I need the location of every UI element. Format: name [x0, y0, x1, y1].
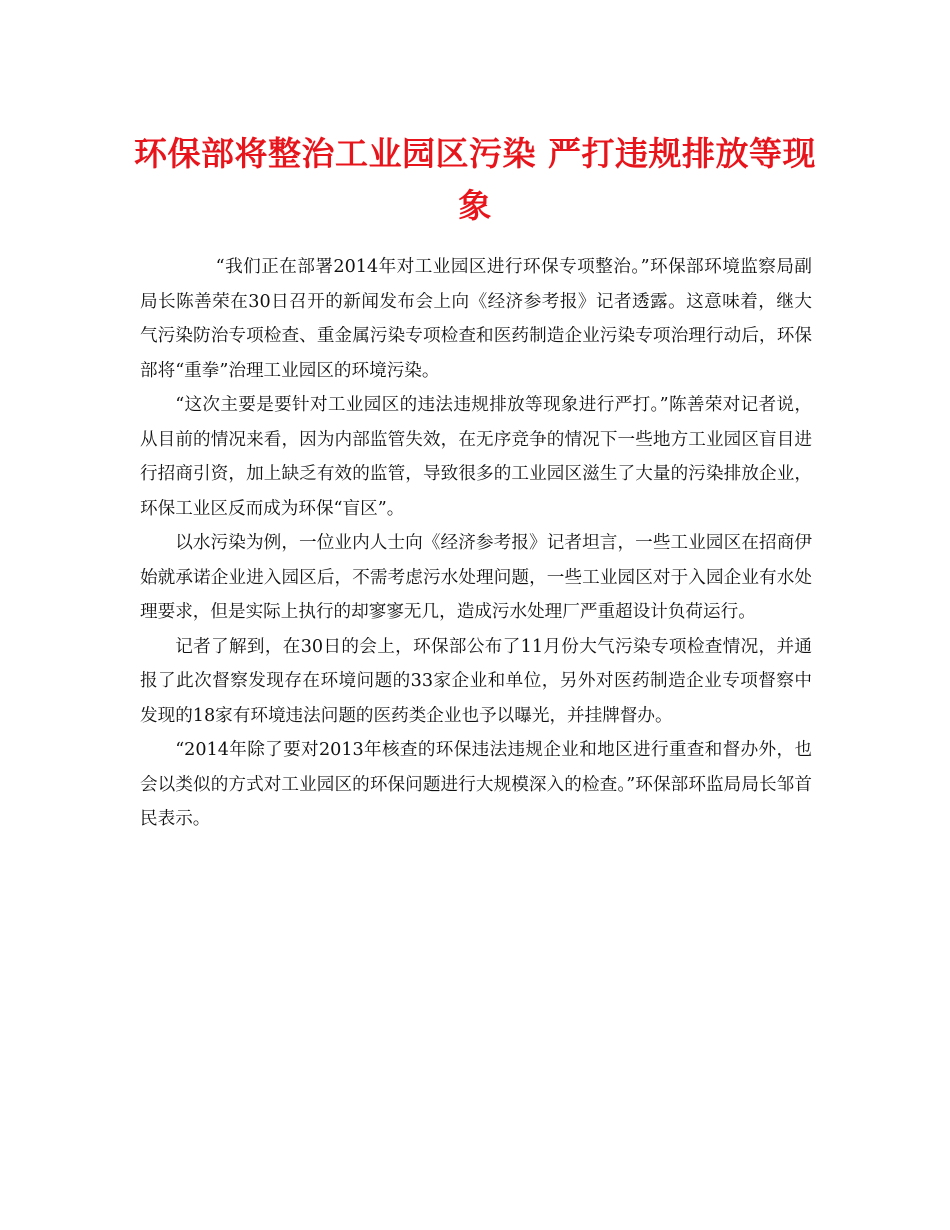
article-paragraph: “我们正在部署2014年对工业园区进行环保专项整治。”环保部环境监察局副局长陈善荣在30日召开的新闻发布会上向《经济参考报》记者透露。这意味着，继大气污染防治专项检查、重金属污染专项检查和医药制造企业污染专项治理行动后，环保部将“重拳”治理工业园区的环境污染。: [140, 257, 812, 381]
article-paragraph: 以水污染为例，一位业内人士向《经济参考报》记者坦言，一些工业园区在招商伊始就承诺企业进入园区后，不需考虑污水处理问题，一些工业园区对于入园企业有水处理要求，但是实际上执行的却寥寥无几，造成污水处理厂严重超设计负荷运行。: [140, 533, 812, 622]
article-title: 环保部将整治工业园区污染 严打违规排放等现象: [134, 134, 816, 225]
article-body: [140, 250, 812, 837]
article-paragraph: 记者了解到，在30日的会上，环保部公布了11月份大气污染专项检查情况，并通报了此次督察发现存在环境问题的33家企业和单位，另外对医药制造企业专项督察中发现的18家有环境违法问题的医药类企业也予以曝光，并挂牌督办。: [140, 636, 812, 726]
article-paragraph: “这次主要是要针对工业园区的违法违规排放等现象进行严打。”陈善荣对记者说，从目前的情况来看，因为内部监管失效，在无序竞争的情况下一些地方工业园区盲目进行招商引资，加上缺乏有效的监管，导致很多的工业园区滋生了大量的污染排放企业，环保工业区反而成为环保“盲区”。: [140, 395, 812, 519]
article-paragraph: “2014年除了要对2013年核查的环保违法违规企业和地区进行重查和督办外，也会以类似的方式对工业园区的环保问题进行大规模深入的检查。”环保部环监局局长邹首民表示。: [140, 740, 812, 829]
